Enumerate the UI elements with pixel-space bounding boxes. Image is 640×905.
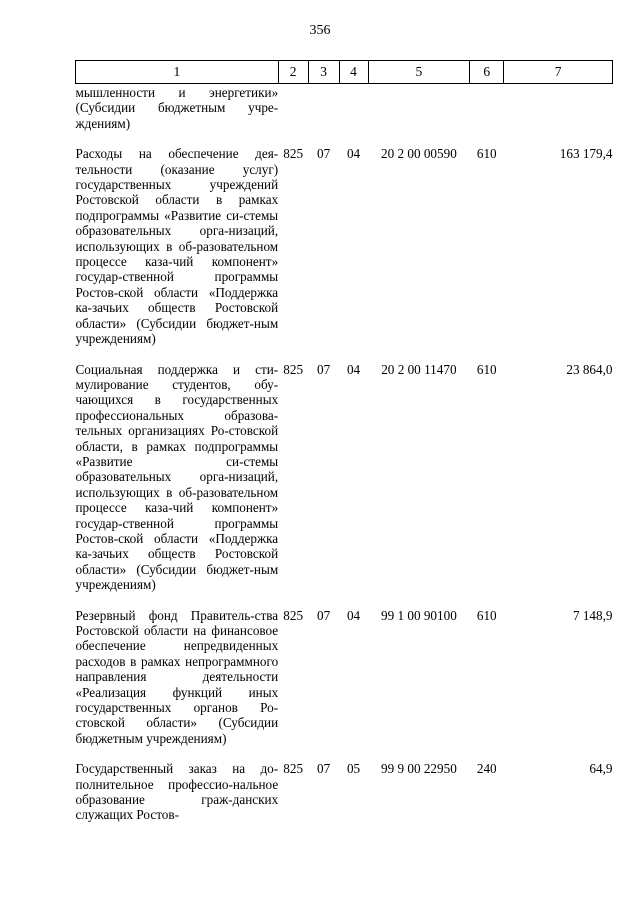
continuation-row: [76, 84, 613, 132]
header-col-1: 1: [76, 61, 279, 84]
row-expense-type: 610: [476, 361, 497, 377]
row-description: Государственный заказ на до-полнительное профессио-нальное образование граж-данских служащих Ростов-: [75, 761, 279, 823]
row-description: Расходы на обеспечение дея-тельности (оказание услуг) государственных учреждений Ростовской области в рамках подпрограммы «Развитие си-стемы образовательных орга-низаций, использующих в об-разовательном процессе каза-чий компонент» государ-ственной программы Ростов-ской области «Поддержка ка-зачьих обществ Ростовской области» (Субсидии бюджет-ным учреждениям): [75, 146, 279, 347]
table-row: [76, 746, 613, 823]
header-col-7: 7: [504, 61, 613, 84]
row-ministry-code: 825: [283, 146, 304, 162]
row-target-article: 99 1 00 90100: [380, 607, 457, 623]
row-ministry-code: 825: [283, 761, 304, 777]
row-section: 07: [317, 361, 331, 377]
row-amount: 23 864,0: [566, 361, 613, 377]
table-header: [76, 61, 613, 84]
row-expense-type: 610: [476, 146, 497, 162]
header-row: [76, 61, 613, 84]
row-subsection: 04: [346, 361, 361, 377]
row-target-article: 20 2 00 11470: [381, 361, 457, 377]
row-expense-type: 610: [476, 607, 497, 623]
row-subsection: 04: [346, 146, 361, 162]
header-col-5: 5: [368, 61, 470, 84]
table-row: [76, 593, 613, 747]
page-number: 356: [309, 23, 331, 38]
row-ministry-code: 825: [283, 361, 304, 377]
row-target-article: 20 2 00 00590: [380, 146, 457, 162]
row-amount: 163 179,4: [559, 146, 613, 162]
row-description: Социальная поддержка и сти-мулирование студентов, обу-чающихся в государственных профессиональных образова-тельных организациях Ро-стовской области, в рамках подпрограммы «Развитие си-стемы образовательных орга-низаций, использующих в об-разовательном процессе каза-чий компонент» государ-ственной программы Ростов-ской области «Поддержка ка-зачьих обществ Ростовской области» (Субсидии бюджет-ным учреждениям): [75, 361, 279, 593]
budget-table: [75, 60, 613, 823]
table-row: [76, 347, 613, 593]
row-target-article: 99 9 00 22950: [380, 761, 457, 777]
table-body: [76, 84, 613, 823]
row-subsection: 05: [346, 761, 361, 777]
row-amount: 64,9: [589, 761, 613, 777]
table-row: [76, 131, 613, 346]
header-col-2: 2: [278, 61, 308, 84]
continuation-description: мышленности и энергетики» (Субсидии бюджетным учре-ждениям): [75, 85, 279, 131]
row-subsection: 04: [346, 607, 361, 623]
row-description: Резервный фонд Правитель-ства Ростовской области на финансовое обеспечение непредвиденных расходов в рамках непрограммного направления деятельности «Реализация функций иных государственных органов Ро-стовской области» (Субсидии бюджетным учреждениям): [75, 607, 279, 746]
row-section: 07: [317, 146, 331, 162]
row-section: 07: [317, 607, 331, 623]
row-amount: 7 148,9: [572, 607, 613, 623]
header-col-4: 4: [339, 61, 368, 84]
row-section: 07: [317, 761, 331, 777]
row-ministry-code: 825: [283, 607, 304, 623]
header-col-3: 3: [308, 61, 339, 84]
header-col-6: 6: [470, 61, 504, 84]
row-expense-type: 240: [476, 761, 497, 777]
